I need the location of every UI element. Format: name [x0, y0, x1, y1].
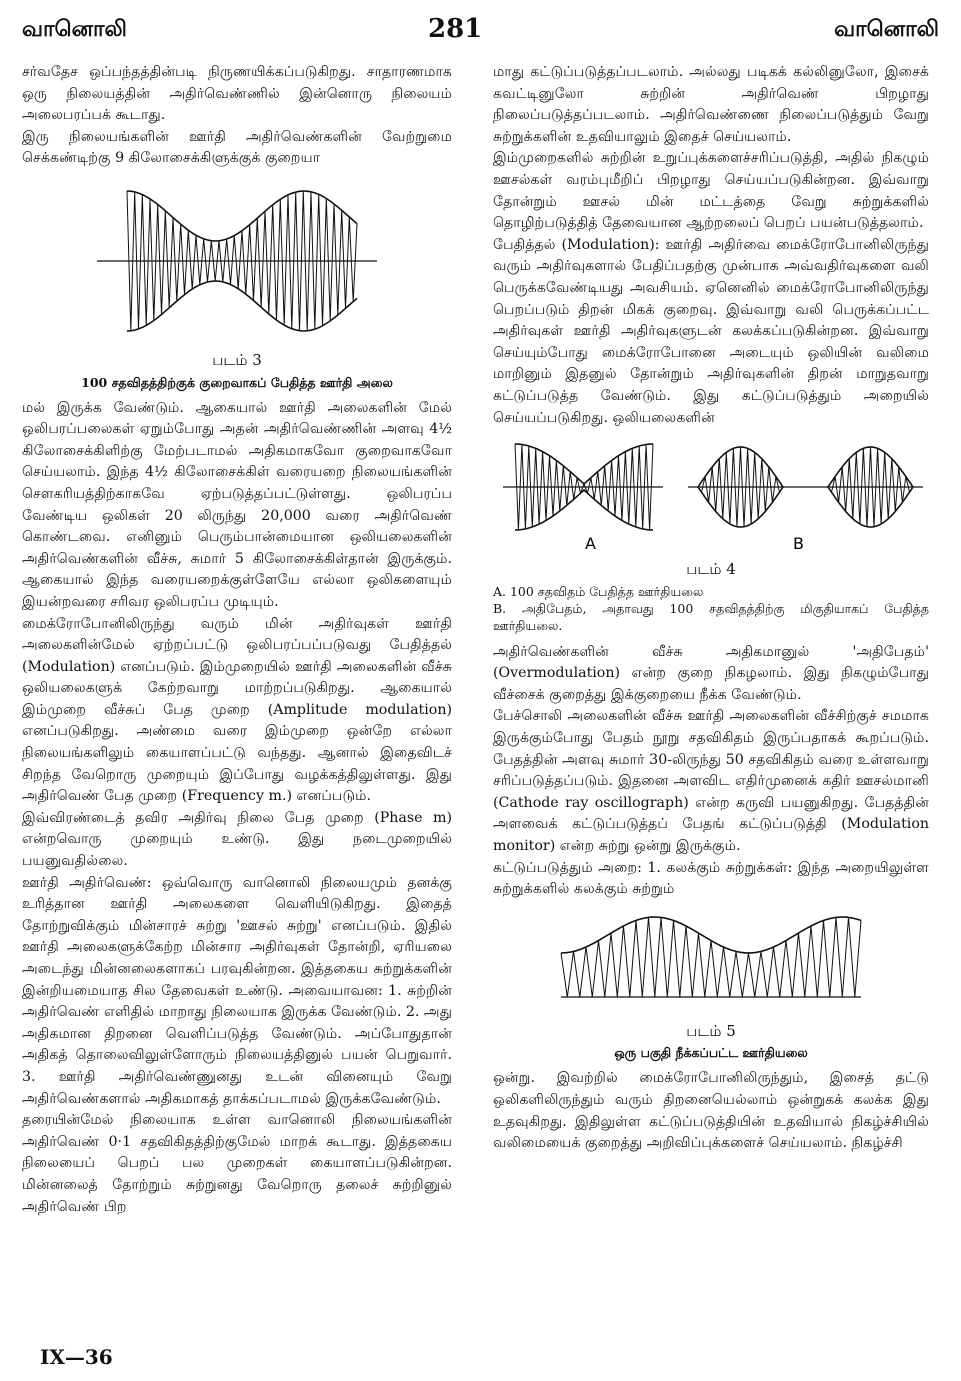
figure-5-caption: ஒரு பகுதி நீக்கப்பட்ட ஊர்தியலை	[614, 1045, 808, 1061]
figure-4	[493, 435, 929, 555]
paragraph: ஒன்று. இவற்றில் மைக்ரோபோனிலிருந்தும், இசைத் தட்டு ஒலிகளிலிருந்தும் வரும் திறனையெல்லாம் ஒன்றுகக் கலக்க இது உதவுகிறது. இதிலுள்ள கட்டுப்படுத்தியின் உதவியால் நிகழ்ச்சியில் வலிமையைக் குறைத்து அறிவிப்புக்களைச் செய்யலாம். நிகழ்ச்சி	[493, 1070, 929, 1152]
wave-4a-envelope-bottom	[515, 490, 653, 530]
page-number: 281	[428, 14, 483, 44]
figure-4-label: படம் 4	[686, 560, 736, 579]
paragraph: பேச்சொலி அலைகளின் வீச்சு ஊர்தி அலைகளின் வீச்சிற்குச் சமமாக இருக்கும்போது பேதம் நூறு சதவிகிதம் இருப்பதாகக் கூறப்படும். பேதத்தின் அளவு சுமார் 30-லிருந்து 50 சதவிகிதம் வரை உள்ளவாறு சரிப்படுத்தப்படும். இதனை அளவிட எதிர்முனைக் கதிர் ஊசல்மானி (Cathode ray oscillograph) என்ற கருவி பயனுகிறது. பேதத்தின் அளவைக் கட்டுப்படுத்தப் பேதங் கட்டுப்படுத்தி (Modulation monitor) என்ற சுற்று ஒன்று இருக்கும்.	[493, 708, 929, 855]
figure-4-part-a-label: A	[585, 534, 596, 554]
figure-3-label: படம் 3	[212, 350, 262, 369]
figure-3-caption: 100 சதவிதத்திற்குக் குறைவாகப் பேதித்த ஊர்தி அலை	[81, 374, 393, 390]
wave-5-carrier	[561, 917, 861, 997]
paragraph: பேதித்தல் (Modulation): ஊர்தி அதிர்வை மைக்ரோபோனிலிருந்து வரும் அதிர்வுகளால் பேதிப்பதற்கு முன்பாக அவ்வதிர்வுகளை வலி பெருக்கவேண்டியது அவசியம். ஏனெனில் மைக்ரோபோனிலிருந்து பெறப்படும் திறன் மிகக் குறைவு. இவ்வாறு வலி பெருக்கப்பட்ட அதிர்வுகள் ஊர்தி அதிர்வுகளுடன் கலக்கப்படுகின்றன. இவ்வாறு செய்யும்போது மைக்ரோபோனை அடையும் ஒலியின் வலிமை மாறினும் இதனுல் தோன்றும் அதிர்வுகளின் திறன் மாறுதவாறு கட்டுப்படுத்த வேண்டும். இது கட்டுப்படுத்தும் அறையில் செய்யப்படுகிறது. ஒலியலைகளின்	[493, 236, 929, 426]
right-column	[493, 62, 929, 1155]
paragraph: ஊர்தி அதிர்வெண்: ஒவ்வொரு வானொலி நிலையமும் தனக்கு உரித்தான ஊர்தி அலைகளை வெளியிடுகிறது. இதைத் தோற்றுவிக்கும் மின்சாரச் சுற்று 'ஊசல் சுற்று' எனப்படும். இதில் ஊர்தி அலைகளுக்கேற்ற மின்சார அதிர்வுகள் தோன்றி, ஏரியலை அடைந்து மின்னலைகளாகப் பரவுகின்றன. இத்தகைய சுற்றுக்களின் இன்றியமையாத சில தேவைகள் உண்டு. அவையாவன: 1. சுற்றின் அதிர்வெண் எளிதில் மாறாது நிலையாக இருக்க வேண்டும். 2. அது அதிகமான திறனை வெளிப்படுத்த வேண்டும். அப்போதுதான் அதிகத் தொலைவிலுள்ளோரும் நிலையத்தினுல் பயன் பெறுவார். 3. ஊர்தி அதிர்வெண்ணுனது உடன் வினையும் வேறு அதிர்வெண்களால் அதிகமாகத் தாக்கப்படாமல் இருக்கவேண்டும்.	[22, 874, 453, 1107]
wave-4b-2-envelope-bottom	[828, 487, 913, 527]
running-title-right: வானொலி	[834, 16, 939, 42]
figure-5	[493, 907, 929, 1017]
paragraph: இவ்விரண்டைத் தவிர அதிர்வு நிலை பேத முறை (Phase m) என்றவொரு முறையும் உண்டு. இது நடைமுறையில் பயனுவதில்லை.	[22, 809, 452, 870]
paragraph: கட்டுப்படுத்தும் அறை: 1. கலக்கும் சுற்றுக்கள்: இந்த அறையிலுள்ள சுற்றுக்களில் கலக்கும் சுற்றும்	[493, 859, 929, 898]
paragraph: மாது கட்டுப்படுத்தப்படலாம். அல்லது படிகக் கல்லினுலோ, இசைக் கவட்டினுலோ சுற்றின் அதிர்வெண் பிறழாது நிலைப்படுத்தப்படலாம். அதிர்வெண்ணை நிலைப்படுத்தும் வேறு சுற்றுக்களின் உதவியாலும் இதைச் செய்யலாம்.	[493, 64, 929, 145]
running-title-left: வானொலி	[22, 16, 127, 42]
paragraph: அதிர்வெண்களின் வீச்சு அதிகமானுல் 'அதிபேதம்' (Overmodulation) என்ற குறை நிகழலாம். இது நிகழும்போது வீச்சைக் குறைத்து இக்குறையை நீக்க வேண்டும்.	[493, 643, 929, 703]
paragraph: இம்முறைகளில் சுற்றின் உறுப்புக்களைச்சரிப்படுத்தி, அதில் நிகழும் ஊசல்கள் வரம்புமீறிப் பிறழாது செய்யப்படுகின்றன. இவ்வாறு தோன்றும் ஊசல் மின் மட்டத்தை வேறு சுற்றுக்களில் தொழிற்படுத்தித் தேவையான ஆற்றலைப் பெறப் பயன்படுத்தலாம்.	[493, 150, 929, 232]
modulation-comparison-diagram	[493, 435, 929, 555]
wave-5-envelope	[561, 917, 861, 953]
figure-4-caption-b: B. அதிபேதம், அதாவது 100 சதவிதத்திற்கு மிகுதியாகப் பேதித்த ஊர்தியலை.	[493, 600, 929, 633]
figure-4-part-b-label: B	[793, 534, 804, 554]
figure-4-caption	[493, 583, 929, 634]
paragraph: தரையின்மேல் நிலையாக உள்ள வானொலி நிலையங்களின் அதிர்வெண் 0·1 சதவிகிதத்திற்குமேல் மாறக் கூடாது. இத்தகைய நிலையைப் பெறப் பல முறைகள் கையாளப்படுகின்றன. மின்னலைத் தோற்றும் சுற்றுனது வேறொரு தலைச் சுற்றினுல் அதிர்வெண் பிற	[22, 1112, 452, 1215]
figure-5-label: படம் 5	[686, 1021, 736, 1040]
paragraph: இரு நிலையங்களின் ஊர்தி அதிர்வெண்களின் வேற்றுமை செக்கண்டிற்கு 9 கிலோசைக்கிளுக்குக் குறையா	[22, 128, 452, 167]
page-footer: IX—36	[40, 1345, 113, 1369]
partially-removed-carrier-diagram	[541, 907, 881, 1017]
left-column	[22, 62, 452, 1218]
paragraph: சர்வதேச ஒப்பந்தத்தின்படி நிருணயிக்கப்படுகிறது. சாதாரணமாக ஒரு நிலையத்தின் அதிர்வெண்ணில் இன்னொரு நிலையம் அலைபரப்பக் கூடாது.	[22, 64, 452, 124]
wave-4b-1-envelope-bottom	[698, 487, 783, 527]
paragraph: மைக்ரோபோனிலிருந்து வரும் மின் அதிர்வுகள் ஊர்தி அலைகளின்மேல் ஏற்றப்பட்டு ஒலிபரப்பப்படுவது பேதித்தல் (Modulation) எனப்படும். இம்முறையில் ஊர்தி அலைகளின் வீச்சு ஒலியலைகளுக் கேற்றவாறு மாற்றப்படுகிறது. ஆகையால் இம்முறை வீச்சுப் பேத முறை (Amplitude modulation) எனப்படுகிறது. அண்மை வரை இம்முறை ஒன்றே எல்லா நிலையங்களிலும் கையாளப்பட்டு வந்தது. ஆனால் இதைவிடச் சிறந்த வேறொரு முறையும் இப்போது வழக்கத்திலுள்ளது. இது அதிர்வெண் பேத முறை (Frequency m.) எனப்படும்.	[22, 615, 452, 805]
figure-4-caption-a: A. 100 சதவிதம் பேதித்த ஊர்தியலை	[493, 583, 704, 599]
modulated-wave-diagram	[87, 176, 387, 346]
paragraph: மல் இருக்க வேண்டும். ஆகையால் ஊர்தி அலைகளின் மேல் ஒலிபரப்பலைகள் ஏறும்போது அதன் அதிர்வெண்ணின் அளவு 4½ கிலோசைக்கிளிற்கு மேற்படாமல் அதிகமாகவோ குறைவாகவோ செய்யலாம். இந்த 4½ கிலோசைக்கிள் வரையறை நிலையங்களின் சௌகரியத்திற்காகவே ஏற்படுத்தப்பட்டுள்ளது. ஒலிபரப்ப வேண்டிய ஒலிகள் 20 லிருந்து 20,000 வரை அதிர்வெண் கொண்டவை. எனினும் பெரும்பான்மையான ஒலியலைகளின் அதிர்வெண்களின் வீச்சு, சுமார் 5 கிலோசைக்கிள்தான் இருக்கும். ஆகையால் இந்த வரையறைக்குள்ளேயே எல்லா ஒலிகளையும் இயன்றவரை சரிவர ஒலிபரப்ப முடியும்.	[22, 399, 452, 610]
page-header	[0, 10, 961, 50]
figure-3	[22, 176, 452, 346]
